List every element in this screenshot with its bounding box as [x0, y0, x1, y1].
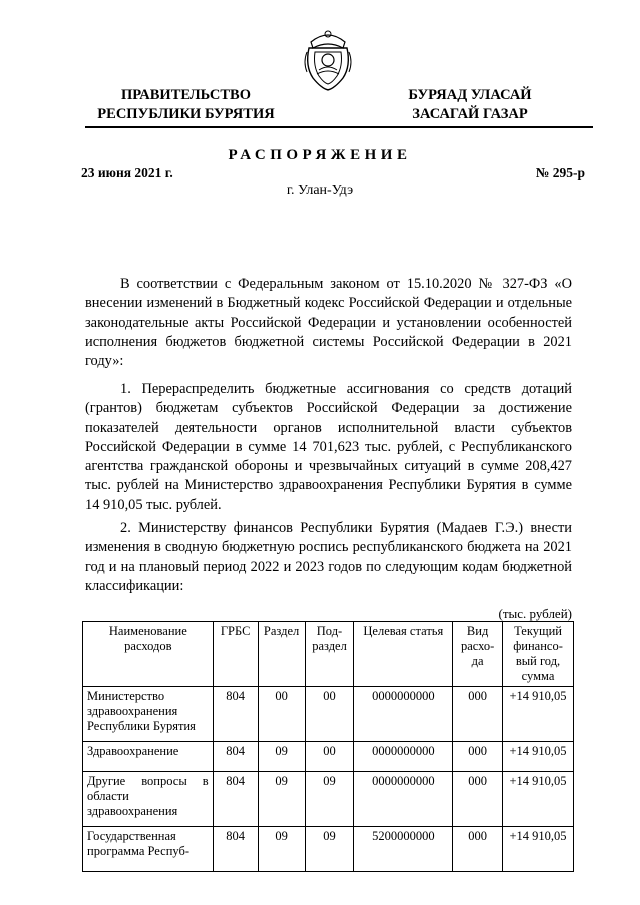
cell-subsection: 09	[305, 827, 354, 872]
cell-name: Министерство здравоохранения Республики Бурятия	[83, 687, 214, 742]
header-name: Наименование расходов	[83, 622, 214, 687]
table-row	[83, 742, 574, 772]
cell-subsection: 00	[305, 687, 354, 742]
document-date: 23 июня 2021 г.	[81, 165, 173, 180]
header-divider	[85, 126, 593, 128]
cell-type: 000	[453, 742, 503, 772]
header-target: Целевая статья	[354, 622, 453, 687]
cell-target: 0000000000	[354, 687, 453, 742]
header-grbs: ГРБС	[213, 622, 258, 687]
budget-table	[82, 621, 574, 872]
cell-section: 09	[258, 742, 305, 772]
cell-type: 000	[453, 827, 503, 872]
cell-amount: +14 910,05	[503, 742, 574, 772]
cell-section: 09	[258, 827, 305, 872]
cell-target: 5200000000	[354, 827, 453, 872]
header-left-line2: РЕСПУБЛИКИ БУРЯТИЯ	[97, 106, 275, 122]
government-name-ru	[86, 86, 286, 124]
cell-subsection: 09	[305, 772, 354, 827]
header-section: Раздел	[258, 622, 305, 687]
paragraph-item-2: 2. Министерству финансов Республики Бурятия (Мадаев Г.Э.) внести изменения в сводную бюджетную роспись республиканского бюджета на 2021 год и на плановый период 2022 и 2023 годов по следующим кодам бюджетной классификации:	[85, 520, 572, 594]
government-name-bur	[393, 86, 547, 124]
header-current: Текущий финансо-вый год, сумма	[503, 622, 574, 687]
cell-grbs: 804	[213, 772, 258, 827]
table-row	[83, 772, 574, 827]
cell-subsection: 00	[305, 742, 354, 772]
cell-target: 0000000000	[354, 772, 453, 827]
cell-section: 00	[258, 687, 305, 742]
cell-name: Государственная программа Респуб-	[83, 827, 214, 872]
table-units: (тыс. рублей)	[498, 606, 572, 621]
cell-grbs: 804	[213, 827, 258, 872]
cell-amount: +14 910,05	[503, 772, 574, 827]
cell-section: 09	[258, 772, 305, 827]
header-type: Вид расхо-да	[453, 622, 503, 687]
cell-target: 0000000000	[354, 742, 453, 772]
cell-name: Здравоохранение	[83, 742, 214, 772]
header-subsection: Под-раздел	[305, 622, 354, 687]
cell-type: 000	[453, 772, 503, 827]
cell-name: Другие вопросы в области здравоохранения	[83, 772, 214, 827]
table-row	[83, 687, 574, 742]
cell-amount: +14 910,05	[503, 827, 574, 872]
header-left-line1: ПРАВИТЕЛЬСТВО	[121, 87, 251, 103]
coat-of-arms-icon	[301, 26, 355, 94]
header-right-line1: БУРЯАД УЛАСАЙ	[408, 87, 532, 103]
paragraph-preamble: В соответствии с Федеральным законом от 15.10.2020 № 327-ФЗ «О внесении изменений в Бюджетный кодекс Российской Федерации и отдельные законодательные акты Российской Федерации и установлении особенностей исполнения бюджетов бюджетной системы Российской Федерации в 2021 году»:	[85, 276, 572, 370]
document-city: г. Улан-Удэ	[286, 183, 354, 198]
cell-grbs: 804	[213, 687, 258, 742]
table-header-row	[83, 622, 574, 687]
document-title: РАСПОРЯЖЕНИЕ	[228, 147, 412, 163]
cell-type: 000	[453, 687, 503, 742]
document-number: № 295-р	[535, 165, 585, 180]
cell-amount: +14 910,05	[503, 687, 574, 742]
header-right-line2: ЗАСАГАЙ ГАЗАР	[412, 106, 528, 122]
paragraph-item-1: 1. Перераспределить бюджетные ассигнования со средств дотаций (грантов) бюджетам субъектов Российской Федерации за достижение показателей деятельности органов исполнительной власти субъектов Российской Федерации в сумме 14 701,623 тыс. рублей, с Республиканского агентства гражданской обороны и чрезвычайных ситуаций в сумме 208,427 тыс. рублей на Министерство здравоохранения Республики Бурятия в сумме 14 910,05 тыс. рублей.	[85, 381, 572, 513]
table-row	[83, 827, 574, 872]
cell-grbs: 804	[213, 742, 258, 772]
